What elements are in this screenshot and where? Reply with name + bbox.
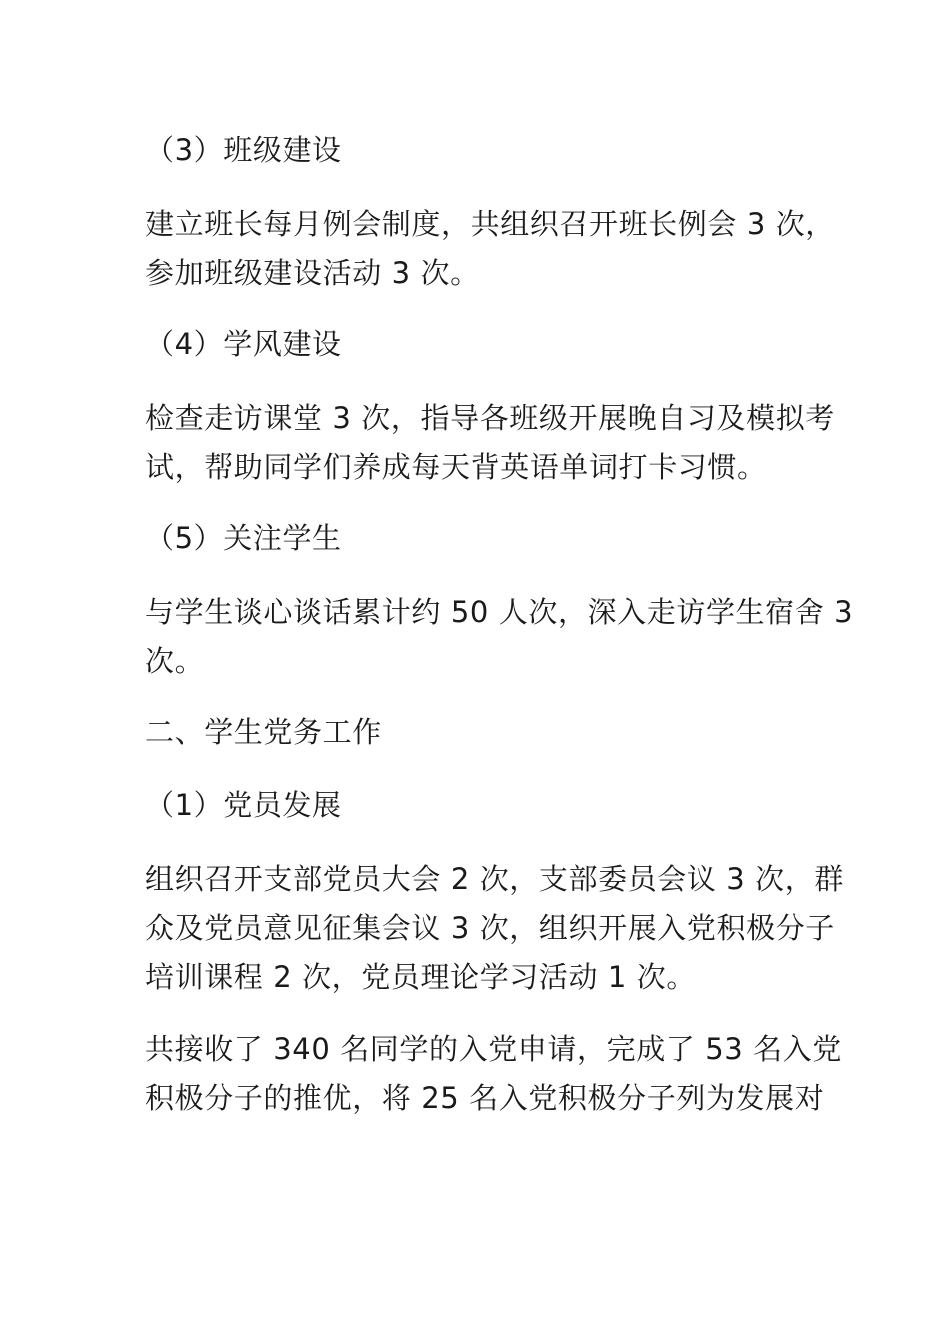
paragraph-line: 建立班长每月例会制度，共组织召开班长例会 3 次， xyxy=(145,207,835,241)
section-heading-study-style: （4）学风建设 xyxy=(145,327,342,361)
section-heading-student-care: （5）关注学生 xyxy=(145,521,342,555)
paragraph-line: 积极分子的推优，将 25 名入党积极分子列为发展对 xyxy=(145,1081,825,1115)
section-heading-class-building: （3）班级建设 xyxy=(145,133,342,167)
paragraph-line: 检查走访课堂 3 次，指导各班级开展晚自习及模拟考 xyxy=(145,401,835,435)
paragraph-line: 组织召开支部党员大会 2 次，支部委员会议 3 次，群 xyxy=(145,862,844,896)
paragraph-line: 试，帮助同学们养成每天背英语单词打卡习惯。 xyxy=(145,450,767,484)
section-heading-party-affairs: 二、学生党务工作 xyxy=(145,715,382,749)
section-heading-member-development: （1）党员发展 xyxy=(145,788,342,822)
paragraph-line: 参加班级建设活动 3 次。 xyxy=(145,256,480,290)
paragraph-line: 众及党员意见征集会议 3 次，组织开展入党积极分子 xyxy=(145,911,835,945)
paragraph-line: 共接收了 340 名同学的入党申请，完成了 53 名入党 xyxy=(145,1032,842,1066)
paragraph-line: 培训课程 2 次，党员理论学习活动 1 次。 xyxy=(145,960,696,994)
paragraph-line: 与学生谈心谈话累计约 50 人次，深入走访学生宿舍 3 xyxy=(145,595,854,629)
paragraph-line: 次。 xyxy=(145,644,205,678)
